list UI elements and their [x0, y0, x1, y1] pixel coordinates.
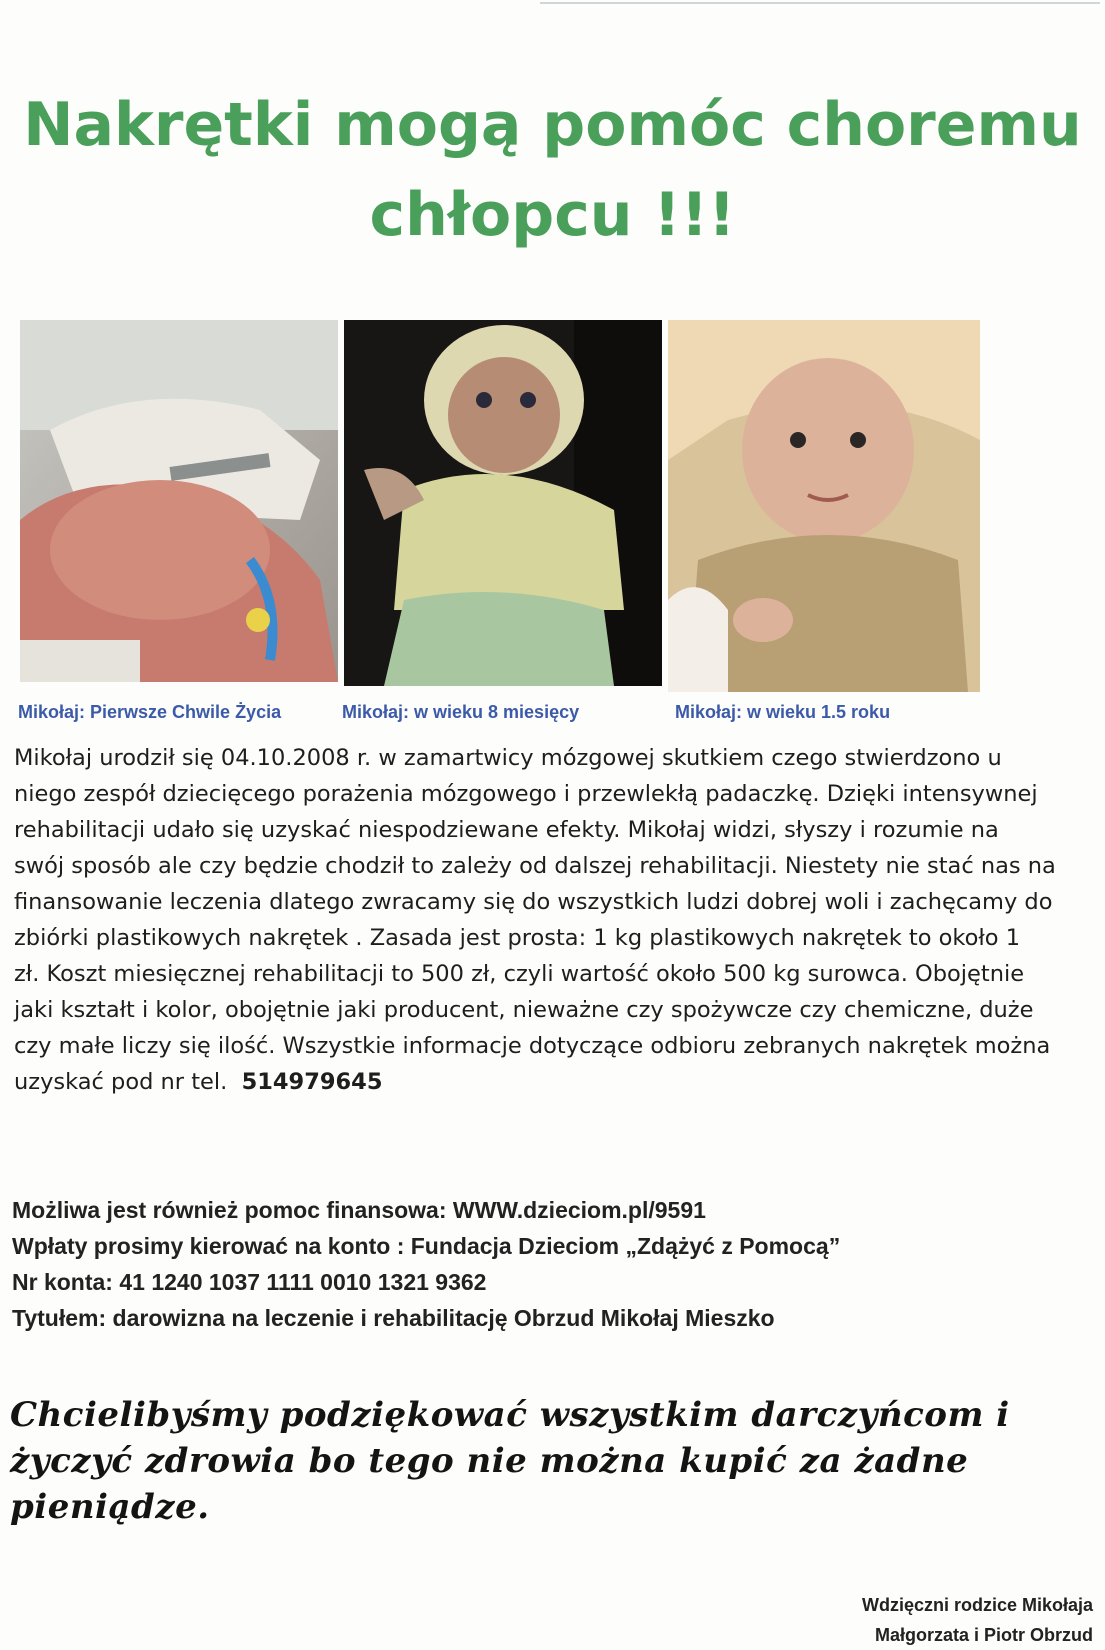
- finance-foundation-line: Wpłaty prosimy kierować na konto : Fundacja Dzieciom „Zdążyć z Pomocą”: [12, 1233, 841, 1259]
- thanks-line-3: pieniądze.: [10, 1487, 210, 1527]
- phone-number: 514979645: [241, 1069, 383, 1095]
- signature: [862, 1590, 1093, 1650]
- finance-info: [12, 1192, 1092, 1336]
- story-last-line: [14, 1064, 1104, 1100]
- thanks-line-1: Chcielibyśmy podziękować wszystkim darczyńcom i: [10, 1395, 1010, 1435]
- story-line: Mikołaj urodził się 04.10.2008 r. w zamartwicy mózgowej skutkiem czego stwierdzono u: [14, 745, 1002, 771]
- photo-strip: [20, 320, 980, 692]
- story-line: zł. Koszt miesięcznej rehabilitacji to 500 zł, czyli wartość około 500 kg surowca. Obojętnie: [14, 961, 1025, 987]
- photo-caption-3: Mikołaj: w wieku 1.5 roku: [675, 702, 891, 722]
- finance-account-line: Nr konta: 41 1240 1037 1111 0010 1321 9362: [12, 1269, 487, 1295]
- story-line: czy małe liczy się ilość. Wszystkie informacje dotyczące odbioru zebranych nakrętek można: [14, 1033, 1051, 1059]
- story-line: finansowanie leczenia dlatego zwracamy się do wszystkich ludzi dobrej woli i zachęcamy do: [14, 889, 1053, 915]
- thanks-message: [10, 1392, 1100, 1530]
- photo-caption-1: Mikołaj: Pierwsze Chwile Życia: [18, 702, 282, 722]
- photo-newborn: [20, 320, 338, 682]
- phone-label: uzyskać pod nr tel.: [14, 1069, 228, 1095]
- title-line-2: chłopcu !!!: [369, 180, 736, 250]
- finance-title-line: Tytułem: darowizna na leczenie i rehabilitację Obrzud Mikołaj Mieszko: [12, 1305, 775, 1331]
- story-line: rehabilitacji udało się uzyskać niespodziewane efekty. Mikołaj widzi, słyszy i rozumie na: [14, 817, 999, 843]
- photo-caption-2: Mikołaj: w wieku 8 miesięcy: [342, 702, 580, 722]
- thanks-line-2: życzyć zdrowia bo tego nie można kupić za żadne: [10, 1441, 969, 1481]
- story-line: swój sposób ale czy będzie chodził to zależy od dalszej rehabilitacji. Niestety nie stać nas na: [14, 853, 1056, 879]
- signature-line-2: Małgorzata i Piotr Obrzud: [874, 1625, 1093, 1645]
- story-line: jaki kształt i kolor, obojętnie jaki producent, nieważne czy spożywcze czy chemiczne, duże: [14, 997, 1034, 1023]
- title-line-1: Nakrętki mogą pomóc choremu: [23, 90, 1082, 160]
- poster-title: [0, 80, 1105, 260]
- photo-1-5-years: [668, 320, 980, 692]
- photo-8-months: [344, 320, 662, 686]
- top-edge-line: [540, 2, 1100, 4]
- story-line: niego zespół dziecięcego porażenia mózgowego i przewlekłą padaczkę. Dzięki intensywnej: [14, 781, 1038, 807]
- story-paragraph: [14, 740, 1104, 1100]
- story-line: zbiórki plastikowych nakrętek . Zasada jest prosta: 1 kg plastikowych nakrętek to około 1: [14, 925, 1021, 951]
- signature-line-1: Wdzięczni rodzice Mikołaja: [861, 1595, 1093, 1615]
- finance-website-line: Możliwa jest również pomoc finansowa: WWW.dzieciom.pl/9591: [12, 1197, 706, 1223]
